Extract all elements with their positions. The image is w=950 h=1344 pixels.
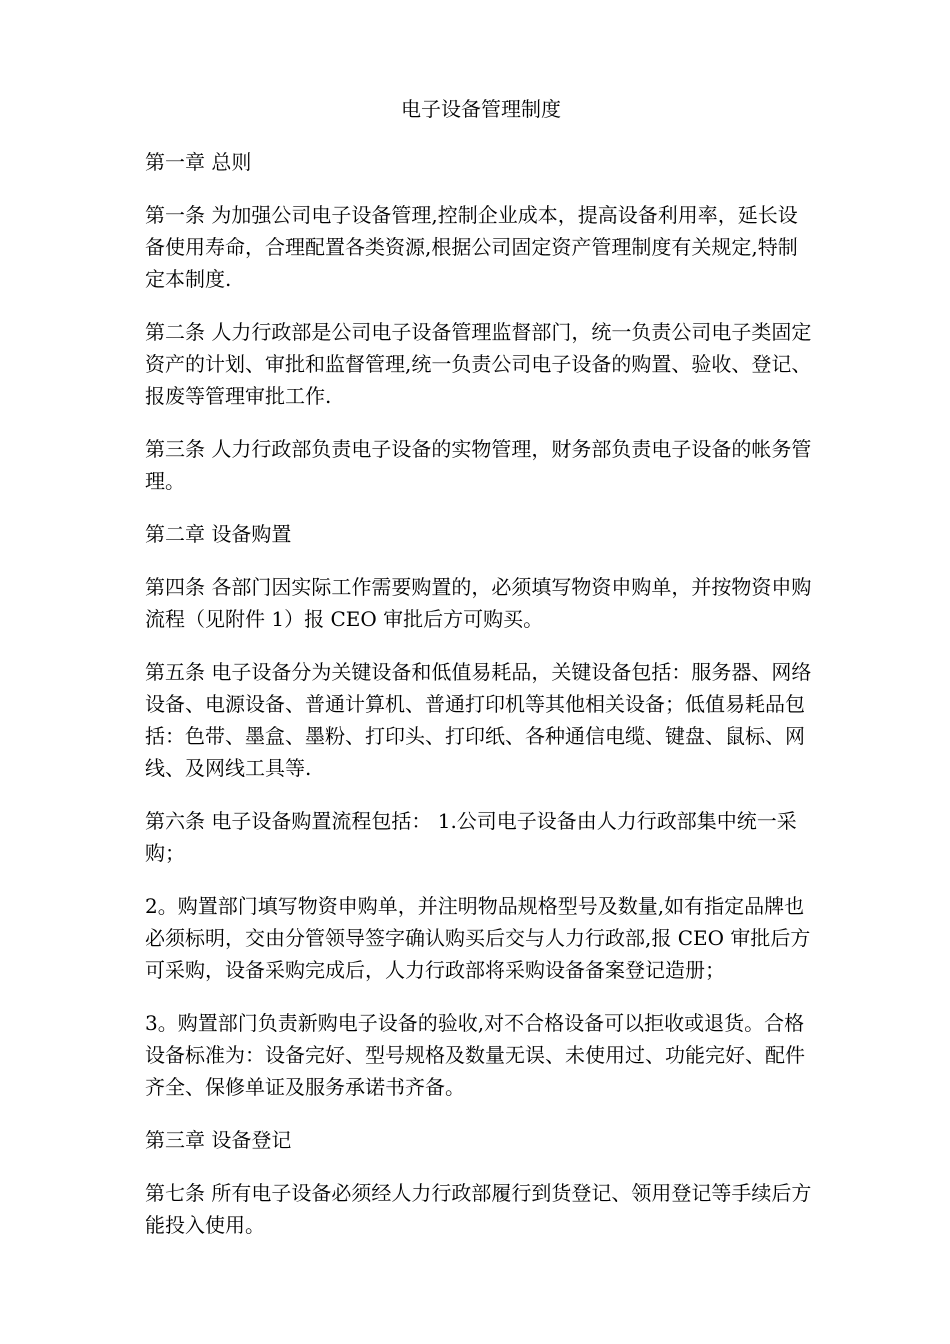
document-body	[145, 93, 817, 1262]
article-4: 第四条 各部门因实际工作需要购置的，必须填写物资申购单，并按物资申购流程（见附件 1）报 CEO 审批后方可购买。	[145, 575, 812, 631]
document-title: 电子设备管理制度	[401, 97, 561, 121]
chapter-1-heading: 第一章 总则	[145, 150, 252, 174]
article-6-item-2: 2。购置部门填写物资申购单，并注明物品规格型号及数量,如有指定品牌也必须标明，交由分管领导签字确认购买后交与人力行政部,报 CEO 审批后方可采购，设备采购完成后，人力行政部将采购设备备案登记造册；	[145, 894, 811, 982]
article-2: 第二条 人力行政部是公司电子设备管理监督部门，统一负责公司电子类固定资产的计划、审批和监督管理,统一负责公司电子设备的购置、验收、登记、报废等管理审批工作.	[145, 320, 812, 408]
article-1: 第一条 为加强公司电子设备管理,控制企业成本，提高设备利用率，延长设备使用寿命，合理配置各类资源,根据公司固定资产管理制度有关规定,特制定本制度.	[145, 203, 798, 291]
article-6: 第六条 电子设备购置流程包括： 1.公司电子设备由人力行政部集中统一采购；	[145, 809, 797, 865]
chapter-2-heading: 第二章 设备购置	[145, 522, 292, 546]
article-5: 第五条 电子设备分为关键设备和低值易耗品，关键设备包括：服务器、网络设备、电源设备、普通计算机、普通打印机等其他相关设备；低值易耗品包括：色带、墨盒、墨粉、打印头、打印纸、各种通信电缆、键盘、鼠标、网线、及网线工具等.	[145, 660, 812, 780]
article-3: 第三条 人力行政部负责电子设备的实物管理，财务部负责电子设备的帐务管理。	[145, 437, 812, 493]
article-6-item-3: 3。购置部门负责新购电子设备的验收,对不合格设备可以拒收或退货。合格设备标准为：设备完好、型号规格及数量无误、未使用过、功能完好、配件齐全、保修单证及服务承诺书齐备。	[145, 1011, 805, 1099]
chapter-3-heading: 第三章 设备登记	[145, 1128, 292, 1152]
article-7: 第七条 所有电子设备必须经人力行政部履行到货登记、领用登记等手续后方能投入使用。	[145, 1181, 812, 1237]
